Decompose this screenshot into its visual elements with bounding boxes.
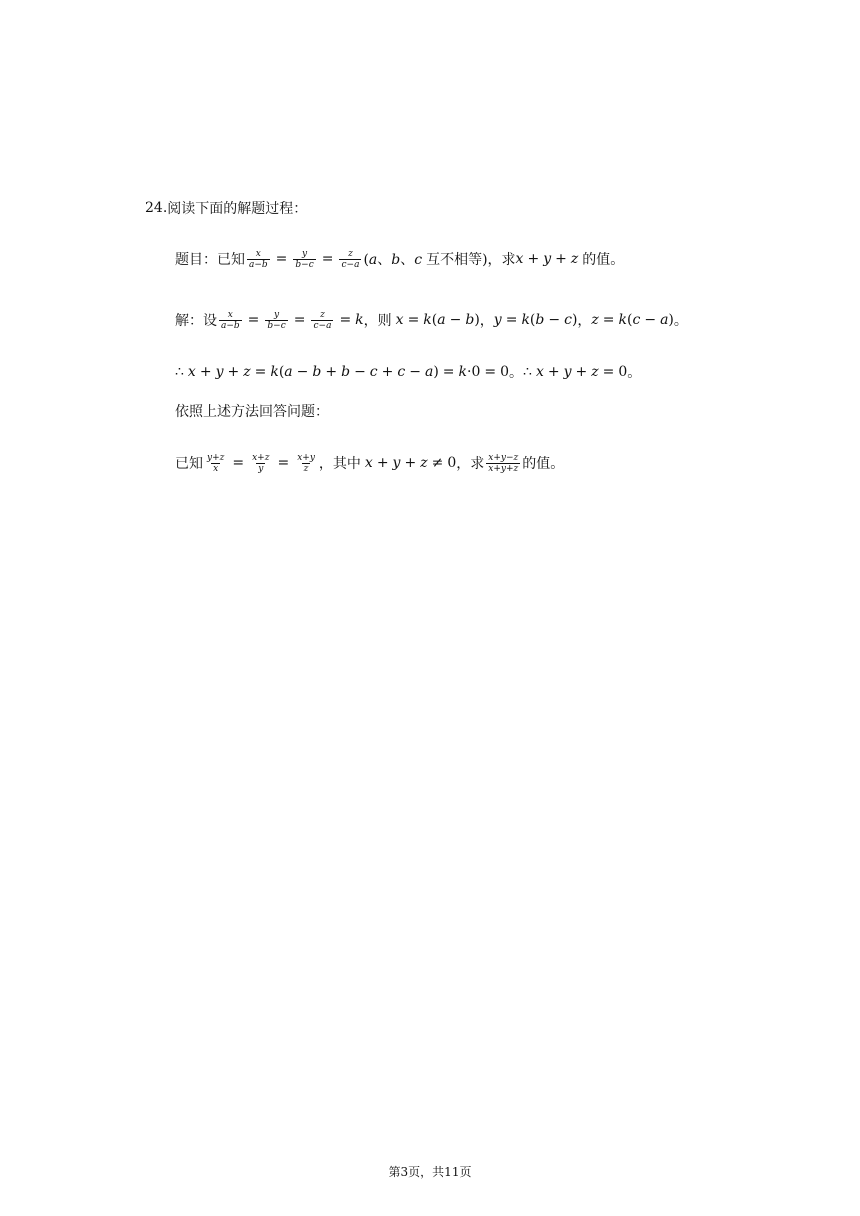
solution-then: ，则 <box>363 313 392 329</box>
solution-line <box>175 307 688 333</box>
equals-sign: = <box>321 251 334 267</box>
equation-x: x = k(a − b) <box>395 312 480 328</box>
fraction-z-over-c-minus-a: $\frac{z}{c-a}$ <box>341 248 360 270</box>
instruction-line <box>175 401 329 421</box>
question-line <box>175 450 564 476</box>
question-label: 已知 <box>175 456 203 472</box>
period: 。 <box>509 365 524 381</box>
page-footer: 第3页，共11页 <box>388 1165 472 1179</box>
sum-derivation: x + y + z = k(a − b + b − c + c − a) = k·0 = 0 <box>187 364 510 380</box>
fraction-y-plus-z-over-x: $\frac{y+z}{x}$ <box>207 452 225 474</box>
question-tail: 的值。 <box>522 456 565 472</box>
therefore-symbol: ∴ <box>175 364 184 380</box>
fraction-x-plus-y-over-z: $\frac{x+y}{z}$ <box>297 452 315 474</box>
period: 。 <box>627 365 642 381</box>
equals-sign: = <box>232 455 245 471</box>
fraction-y-over-b-minus-c: $\frac{y}{b-c}$ <box>267 309 286 331</box>
therefore-line <box>175 362 641 382</box>
problem-intro: 阅读下面的解题过程： <box>167 201 308 217</box>
fraction-y-over-b-minus-c: $\frac{y}{b-c}$ <box>295 248 314 270</box>
problem-heading <box>145 198 307 218</box>
nonzero-condition: x + y + z ≠ 0 <box>364 455 457 471</box>
sum-result: x + y + z = 0 <box>535 364 628 380</box>
solution-label: 解：设 <box>175 313 217 329</box>
constant-k: k <box>355 312 364 328</box>
equals-sign: = <box>339 312 352 328</box>
equals-sign: = <box>275 251 288 267</box>
fraction-x-plus-z-over-y: $\frac{x+z}{y}$ <box>252 452 270 474</box>
topic-line <box>175 246 624 272</box>
equals-sign: = <box>247 312 260 328</box>
solution-end: 。 <box>673 313 688 329</box>
problem-number: 24. <box>145 200 168 216</box>
equation-z: z = k(c − a) <box>591 312 674 328</box>
question-ask: ，求 <box>456 456 485 472</box>
instruction-text: 依照上述方法回答问题： <box>175 404 329 420</box>
therefore-symbol: ∴ <box>523 364 532 380</box>
topic-tail: 的值。 <box>582 252 625 268</box>
condition-text: 互不相等)，求 <box>426 252 516 268</box>
separator: ， <box>577 313 592 329</box>
fraction-x-over-a-minus-b: $\frac{x}{a-b}$ <box>249 248 268 270</box>
equation-y: y = k(b − c) <box>493 312 578 328</box>
question-where: ，其中 <box>318 456 361 472</box>
expression-x-plus-y-plus-z: x + y + z <box>515 251 579 267</box>
condition-variables: (a、b、c <box>363 252 423 268</box>
fraction-x-over-a-minus-b: $\frac{x}{a-b}$ <box>221 309 240 331</box>
fraction-z-over-c-minus-a: $\frac{z}{c-a}$ <box>313 309 332 331</box>
equals-sign: = <box>277 455 290 471</box>
separator: ， <box>479 313 494 329</box>
topic-label: 题目：已知 <box>175 252 245 268</box>
fraction-target-expression: $\frac{x+y-z}{x+y+z}$ <box>488 452 519 474</box>
equals-sign: = <box>293 312 306 328</box>
